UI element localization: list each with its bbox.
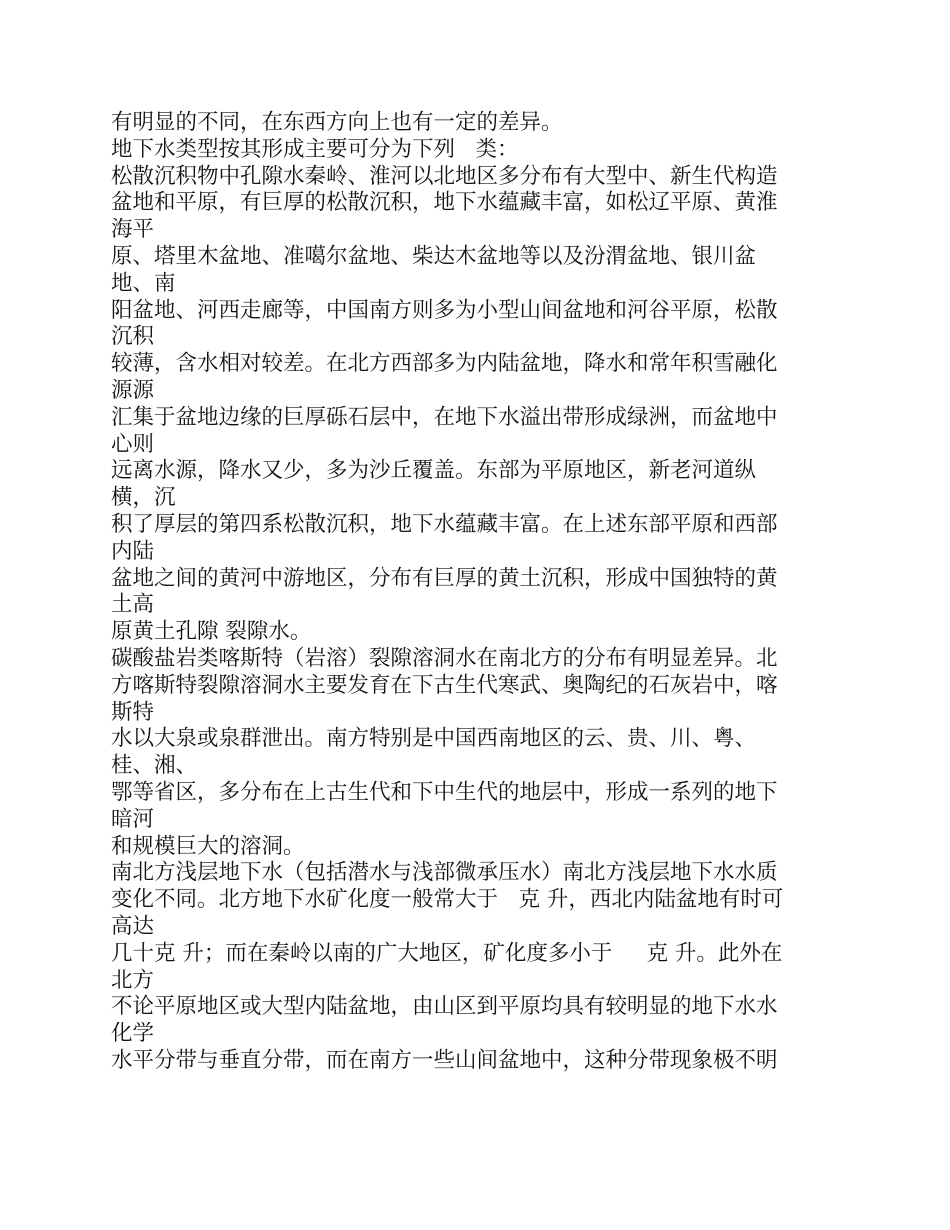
text-line: 桂、湘、 bbox=[111, 753, 198, 779]
text-line: 鄂等省区，多分布在上古生代和下中生代的地层中，形成一系列的地下 bbox=[111, 779, 778, 805]
text-line: 水以大泉或泉群泄出。南方特别是中国西南地区的云、贵、川、粤、 bbox=[111, 726, 757, 752]
text-line: 不论平原地区或大型内陆盆地，由山区到平原均具有较明显的地下水水 bbox=[111, 994, 778, 1020]
text-line: 水平分带与垂直分带，而在南方一些山间盆地中，这种分带现象极不明 bbox=[111, 1047, 778, 1073]
text-line: 土高 bbox=[111, 592, 155, 618]
text-line: 阳盆地、河西走廊等，中国南方则多为小型山间盆地和河谷平原，松散 bbox=[111, 297, 778, 323]
text-line: 盆地之间的黄河中游地区，分布有巨厚的黄土沉积，形成中国独特的黄 bbox=[111, 565, 778, 591]
text-line: 暗河 bbox=[111, 806, 155, 832]
text-line: 方喀斯特裂隙溶洞水主要发育在下古生代寒武、奥陶纪的石灰岩中，喀 bbox=[111, 672, 778, 698]
text-line: 有明显的不同，在东西方向上也有一定的差异。 bbox=[111, 110, 563, 135]
text-line: 几十克 升；而在秦岭以南的广大地区，矿化度多小于 克 升。此外在 bbox=[111, 940, 783, 966]
text-line: 南北方浅层地下水（包括潜水与浅部微承压水）南北方浅层地下水水质 bbox=[111, 860, 778, 886]
text-line: 地下水类型按其形成主要可分为下列 类： bbox=[111, 136, 519, 162]
text-line: 盆地和平原，有巨厚的松散沉积，地下水蕴藏丰富，如松辽平原、黄淮 bbox=[111, 190, 778, 216]
body-text bbox=[111, 110, 841, 1075]
text-line: 变化不同。北方地下水矿化度一般常大于 克 升，西北内陆盆地有时可 bbox=[111, 887, 784, 913]
text-line: 碳酸盐岩类喀斯特（岩溶）裂隙溶洞水在南北方的分布有明显差异。北 bbox=[111, 645, 778, 671]
text-line: 高达 bbox=[111, 913, 155, 939]
text-line: 地、南 bbox=[111, 270, 176, 296]
text-line: 海平 bbox=[111, 217, 155, 243]
text-line: 横，沉 bbox=[111, 485, 176, 511]
text-line: 远离水源，降水又少，多为沙丘覆盖。东部为平原地区，新老河道纵 bbox=[111, 458, 757, 484]
text-line: 原、塔里木盆地、准噶尔盆地、柴达木盆地等以及汾渭盆地、银川盆 bbox=[111, 243, 757, 269]
text-line: 斯特 bbox=[111, 699, 155, 725]
text-line: 较薄，含水相对较差。在北方西部多为内陆盆地，降水和常年积雪融化 bbox=[111, 351, 778, 377]
text-line: 源源 bbox=[111, 377, 155, 403]
text-line: 沉积 bbox=[111, 324, 155, 350]
text-line: 积了厚层的第四系松散沉积，地下水蕴藏丰富。在上述东部平原和西部 bbox=[111, 511, 778, 537]
text-line: 心则 bbox=[111, 431, 155, 457]
text-line: 化学 bbox=[111, 1021, 155, 1047]
text-line: 汇集于盆地边缘的巨厚砾石层中，在地下水溢出带形成绿洲，而盆地中 bbox=[111, 404, 778, 430]
text-line: 内陆 bbox=[111, 538, 155, 564]
text-line: 和规模巨大的溶洞。 bbox=[111, 833, 305, 859]
text-line: 松散沉积物中孔隙水秦岭、淮河以北地区多分布有大型中、新生代构造 bbox=[111, 163, 778, 189]
text-line: 北方 bbox=[111, 967, 155, 993]
text-line: 原黄土孔隙 裂隙水。 bbox=[111, 619, 312, 645]
